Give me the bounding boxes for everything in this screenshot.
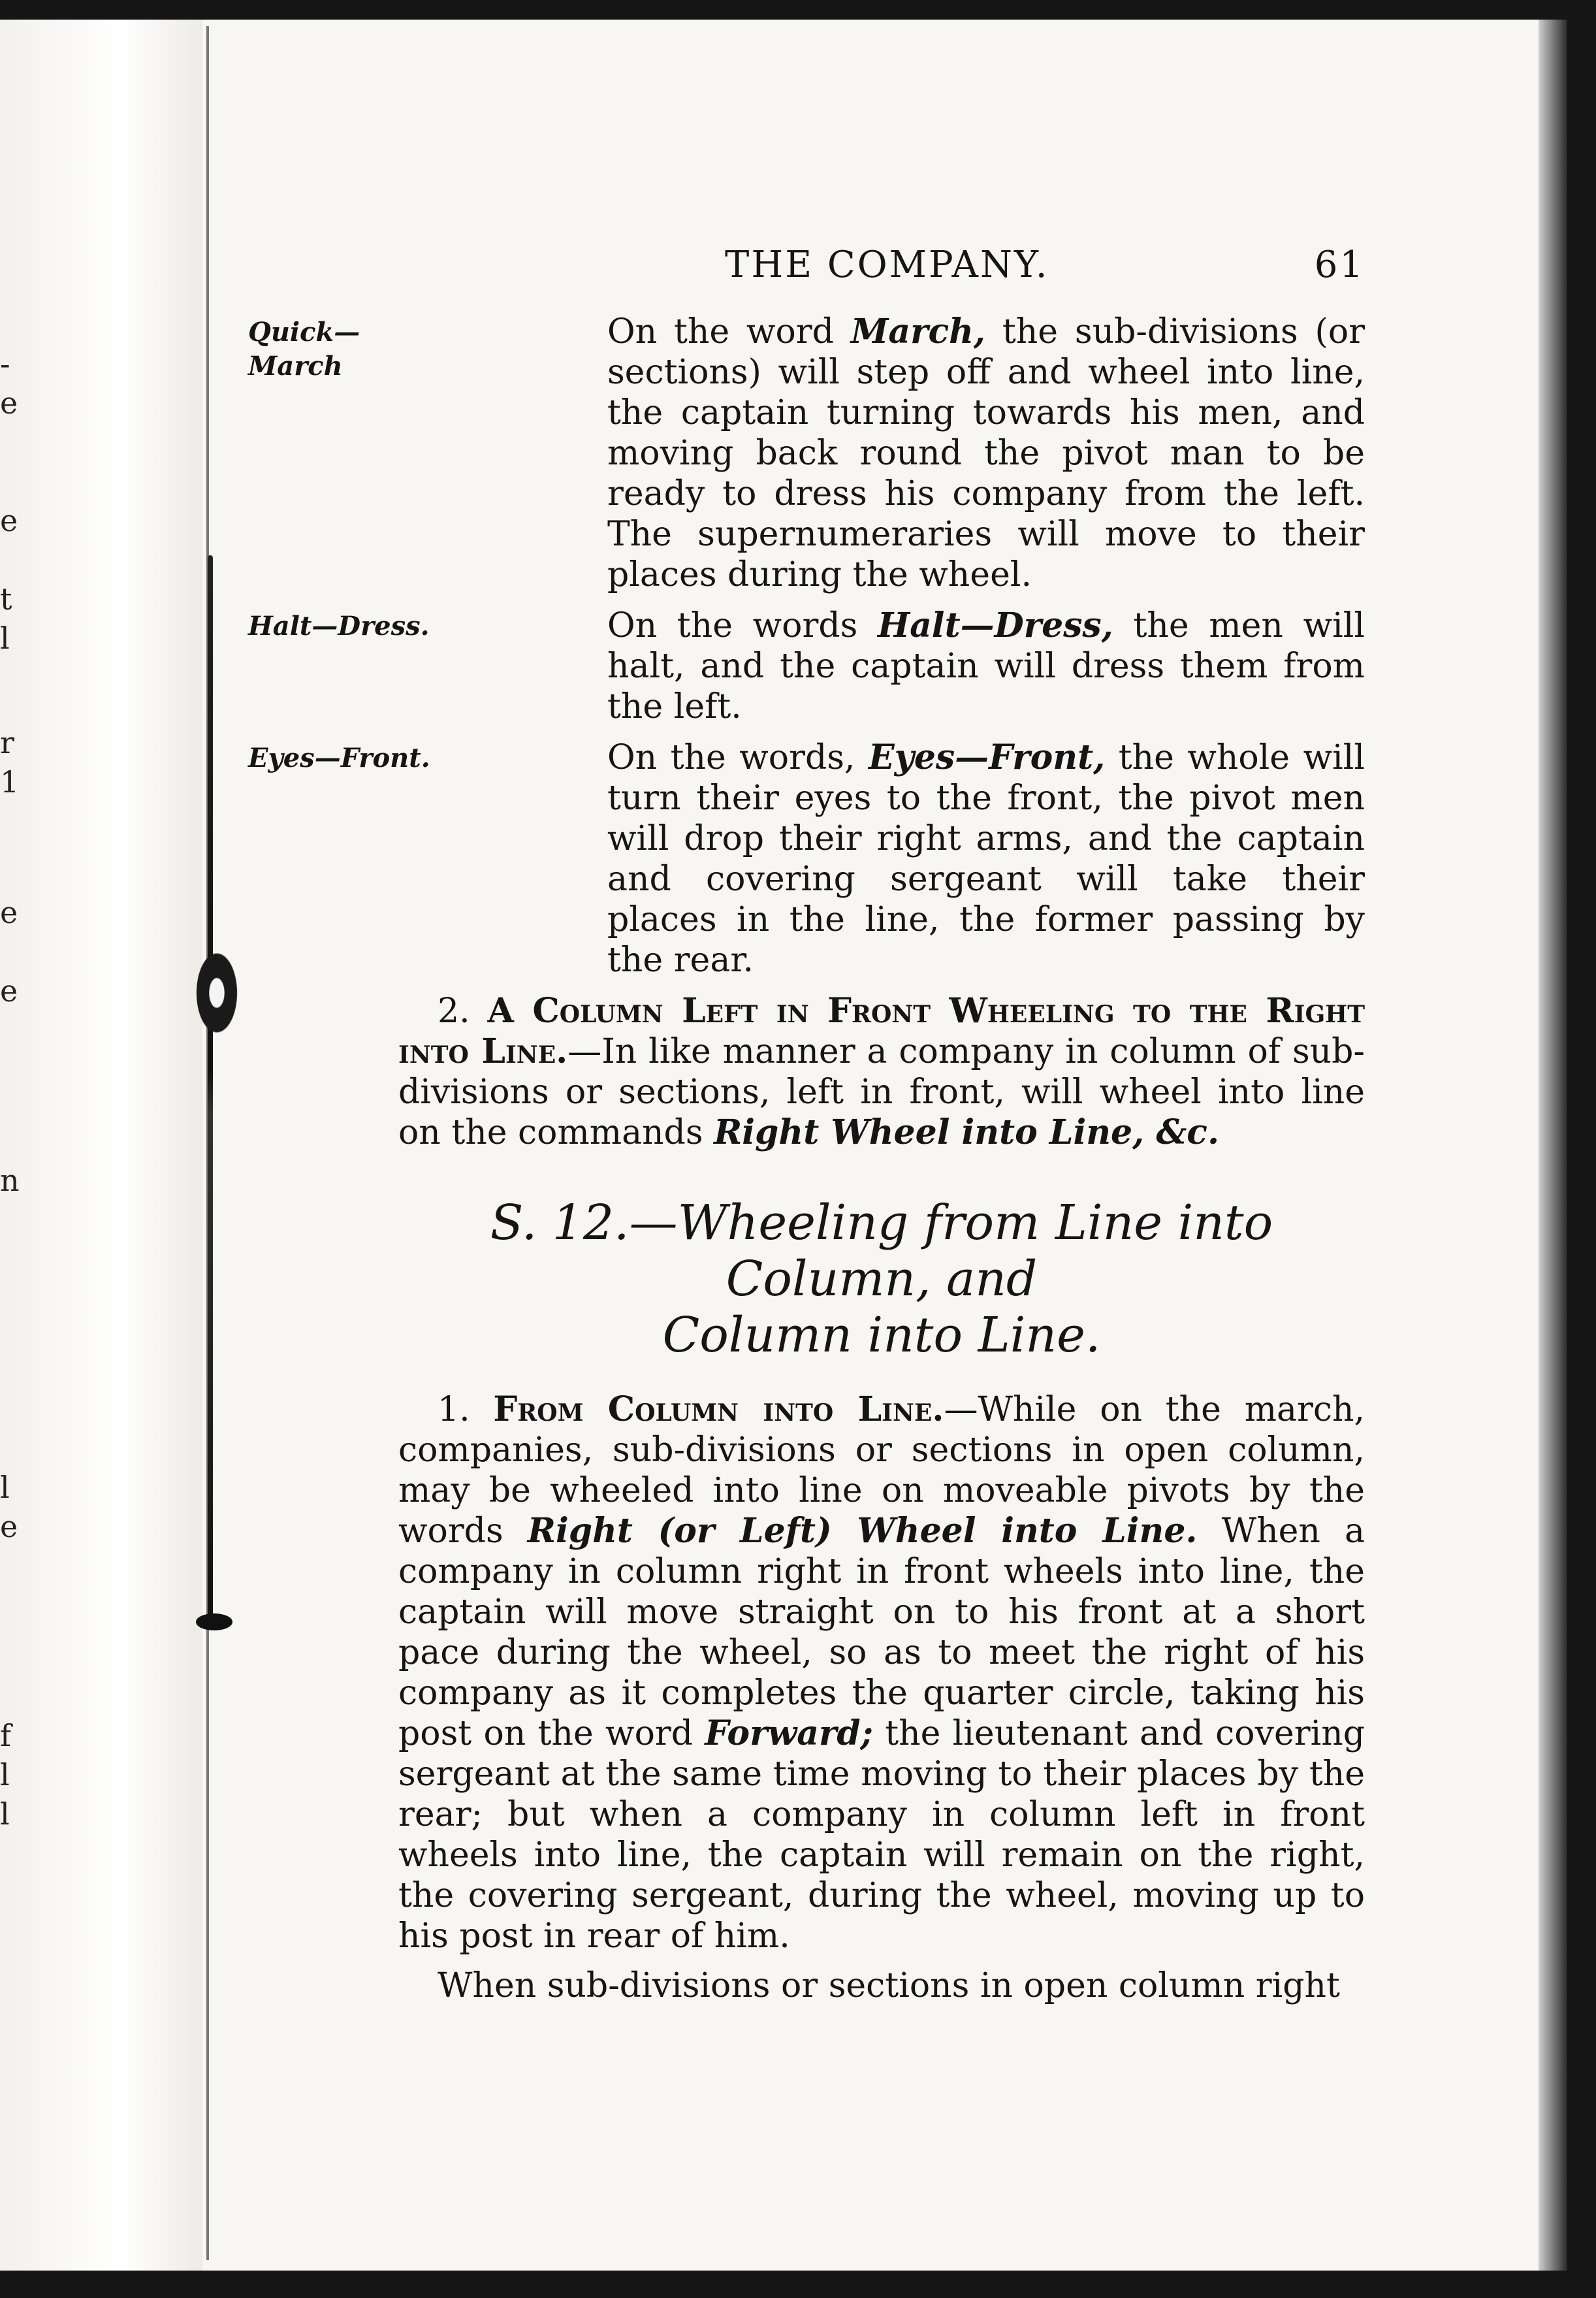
bleed-through-glyph: e bbox=[0, 973, 18, 1009]
scanned-page bbox=[0, 20, 1567, 2271]
paragraph-emphasis: Forward; bbox=[705, 1713, 873, 1753]
paragraph-number: 2. bbox=[438, 992, 470, 1031]
command-entry-quick-march bbox=[248, 312, 1365, 595]
entry-body bbox=[607, 737, 1365, 980]
entry-text: On the words bbox=[607, 606, 878, 645]
bleed-through-glyph: f bbox=[0, 1718, 12, 1753]
section-title-line-1: Wheeling from Line into Column, and bbox=[677, 1195, 1273, 1307]
paragraph-text: —While on the march, companies, sub-divisions or sections in open column, may be wheeled into line on moveable pivots by the words bbox=[398, 1390, 1365, 1551]
running-head bbox=[398, 245, 1365, 304]
bleed-through-glyph: n bbox=[0, 1163, 20, 1198]
bleed-through-glyph: l bbox=[0, 1757, 10, 1792]
page-number: 61 bbox=[1314, 244, 1365, 286]
entry-text: the men will halt, and the captain will dress them from the left. bbox=[607, 606, 1365, 726]
paragraph-text: When sub-divisions or sections in open column right bbox=[438, 1966, 1340, 2005]
bleed-through-glyph: e bbox=[0, 385, 18, 421]
side-note: Eyes—Front. bbox=[248, 743, 430, 773]
paragraph-emphasis: Right (or Left) Wheel into Line. bbox=[527, 1511, 1198, 1551]
binding-thread bbox=[208, 555, 213, 1626]
bleed-through-glyph: r bbox=[0, 725, 14, 760]
command-entry-eyes-front bbox=[248, 737, 1365, 980]
facing-page-edge bbox=[0, 20, 202, 2271]
entry-emphasis: Halt—Dress, bbox=[877, 606, 1113, 645]
running-title: THE COMPANY. bbox=[725, 244, 1049, 286]
paragraph-number: 1. bbox=[438, 1390, 470, 1429]
entry-text: On the word bbox=[607, 312, 851, 351]
entry-emphasis: Eyes—Front, bbox=[868, 737, 1106, 777]
entry-text: the whole will turn their eyes to the front, the pivot men will drop their right arms, and the captain and covering sergeant will take their places in the line, the former passing by the rear. bbox=[607, 738, 1365, 980]
bleed-through-glyph: l bbox=[0, 1796, 10, 1832]
bleed-through-glyph: e bbox=[0, 1509, 18, 1544]
bleed-through-glyph: e bbox=[0, 895, 18, 930]
paragraph-text: the lieutenant and covering sergeant at the same time moving to their places by the rear; but when a company in column left in front wheels into line, the captain will remain on the right, the covering sergeant, during the wheel, moving up to his post in rear of him. bbox=[398, 1714, 1365, 1956]
paragraph-caption: From Column into Line. bbox=[493, 1389, 944, 1429]
binding-thread-end bbox=[196, 1613, 232, 1630]
entry-emphasis: March, bbox=[850, 312, 986, 351]
entry-text: On the words, bbox=[607, 738, 869, 777]
section-title-line-2: Column into Line. bbox=[662, 1307, 1101, 1363]
entry-text: the sub-divisions (or sections) will step off and wheel into line, the captain turning towards his men, and moving back round the pivot man to be ready to dress his company from the left. The supernumeraries will move to their places during the wheel. bbox=[607, 312, 1365, 594]
binding-knot bbox=[193, 947, 240, 1039]
bleed-through-glyph: - bbox=[0, 346, 10, 381]
entry-body bbox=[607, 606, 1365, 727]
paragraph-4 bbox=[398, 1966, 1365, 2006]
paragraph-text: —In like manner a company in column of sub-divisions or sections, left in front, will wheel into line on the commands bbox=[398, 1032, 1365, 1152]
page-text-block bbox=[248, 244, 1365, 2015]
paragraph-3 bbox=[398, 1389, 1365, 1956]
bleed-through-glyph: t bbox=[0, 581, 12, 617]
paragraph-2 bbox=[398, 991, 1365, 1153]
paragraph-caption: A Column Left in Front Wheeling to the Right into Line. bbox=[398, 991, 1365, 1071]
bleed-through-glyph: e bbox=[0, 503, 18, 538]
paragraph-text: When a company in column right in front wheels into line, the captain will move straight on to his front at a short pace during the wheel, so as to meet the right of his company as it completes the quarter circle, taking his post on the word bbox=[398, 1512, 1365, 1753]
side-note: Halt—Dress. bbox=[248, 611, 430, 641]
bleed-through-glyph: 1 bbox=[0, 764, 20, 800]
section-label: S. 12.— bbox=[490, 1195, 678, 1251]
bleed-through-glyph: l bbox=[0, 621, 10, 656]
entry-body bbox=[607, 312, 1365, 595]
side-note: Quick—March bbox=[248, 317, 360, 381]
bleed-through-glyph: l bbox=[0, 1470, 10, 1505]
page-edge-shadow bbox=[1539, 20, 1567, 2271]
section-heading bbox=[398, 1195, 1365, 1363]
command-entry-halt-dress bbox=[248, 606, 1365, 727]
paragraph-emphasis: Right Wheel into Line, &c. bbox=[714, 1112, 1220, 1152]
